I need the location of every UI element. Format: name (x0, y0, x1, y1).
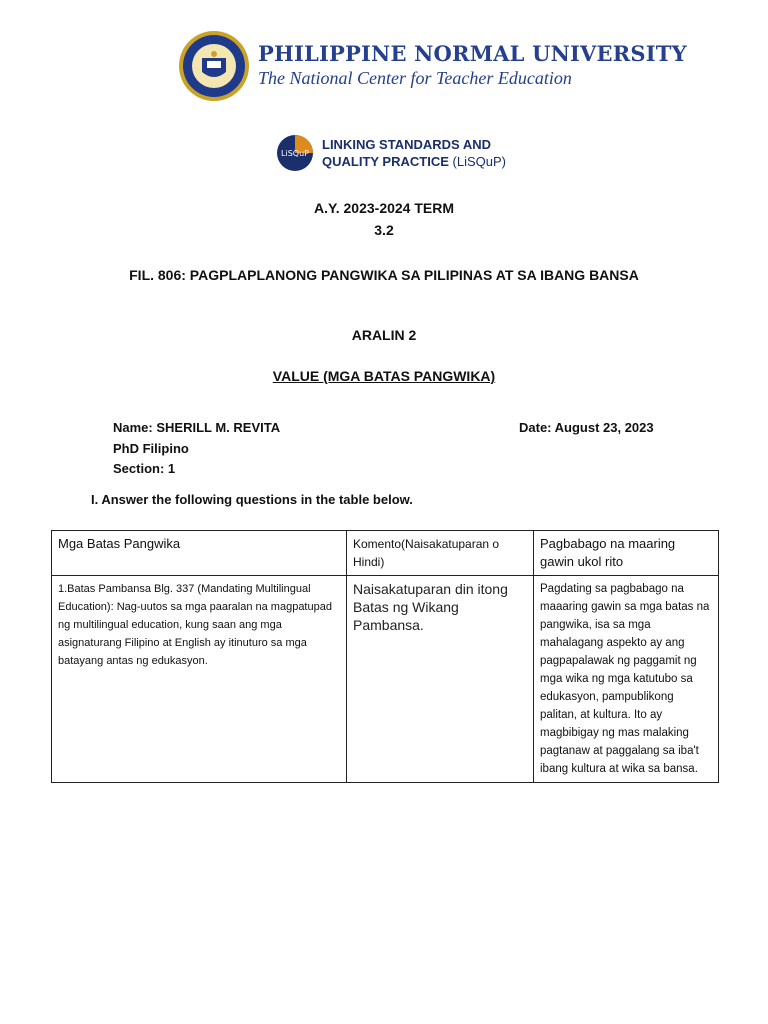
program: PhD Filipino (113, 441, 189, 456)
lisqup-badge-icon (276, 134, 314, 172)
university-seal-icon (178, 30, 250, 102)
header-changes: Pagbabago na maaring gawin ukol rito (534, 531, 719, 576)
term-line-1: A.Y. 2023-2024 TERM (313, 200, 455, 216)
university-name: PHILIPPINE NORMAL UNIVERSITY (258, 41, 687, 66)
change-cell: Pagdating sa pagbabago na maaaring gawin sa mga batas na pangwika, isa sa mga mahalagang aspekto ay ang pagpapalawak ng paggamit ng mga wika ng mga katutubo sa edukasyon, pampublikong palitan, at kultura. Ito ay magbibigay ng mas malaking pagtanaw at paggalang sa iba't ibang kultura at wika sa bansa. (534, 576, 719, 783)
university-tagline: The National Center for Teacher Education (258, 68, 572, 88)
lisqup-logo (276, 132, 506, 174)
instruction: I. Answer the following questions in the table below. (91, 492, 413, 507)
submission-date: Date: August 23, 2023 (519, 420, 654, 435)
lisqup-line1: LINKING STANDARDS AND (322, 137, 491, 152)
laws-table (51, 530, 719, 783)
law-cell: 1.Batas Pambansa Blg. 337 (Mandating Multilingual Education): Nag-uutos sa mga paaralan na magpatupad ng multilingual education, kung saan ang mga asignaturang Filipino at English ay itinuturo sa mga batayang antas ng edukasyon. (52, 576, 347, 783)
header-comment: Komento(Naisakatuparan o Hindi) (347, 531, 534, 576)
table-header-row (52, 531, 719, 576)
table-row (52, 576, 719, 783)
lisqup-badge-text: LiSQuP (281, 149, 309, 158)
lisqup-abbr: (LiSQuP) (452, 154, 506, 169)
comment-cell: Naisakatuparan din itong Batas ng Wikang Pambansa. (347, 576, 534, 783)
section: Section: 1 (113, 461, 176, 476)
course-title: FIL. 806: PAGPLAPLANONG PANGWIKA SA PILIPINAS AT SA IBANG BANSA (129, 267, 639, 283)
university-header (178, 28, 687, 104)
term-line-2: 3.2 (374, 222, 394, 238)
lesson-title: ARALIN 2 (351, 327, 417, 343)
header-laws: Mga Batas Pangwika (52, 531, 347, 576)
student-name: Name: SHERILL M. REVITA (113, 420, 281, 435)
lisqup-line2: QUALITY PRACTICE (322, 154, 449, 169)
topic-title: VALUE (MGA BATAS PANGWIKA) (272, 368, 496, 384)
